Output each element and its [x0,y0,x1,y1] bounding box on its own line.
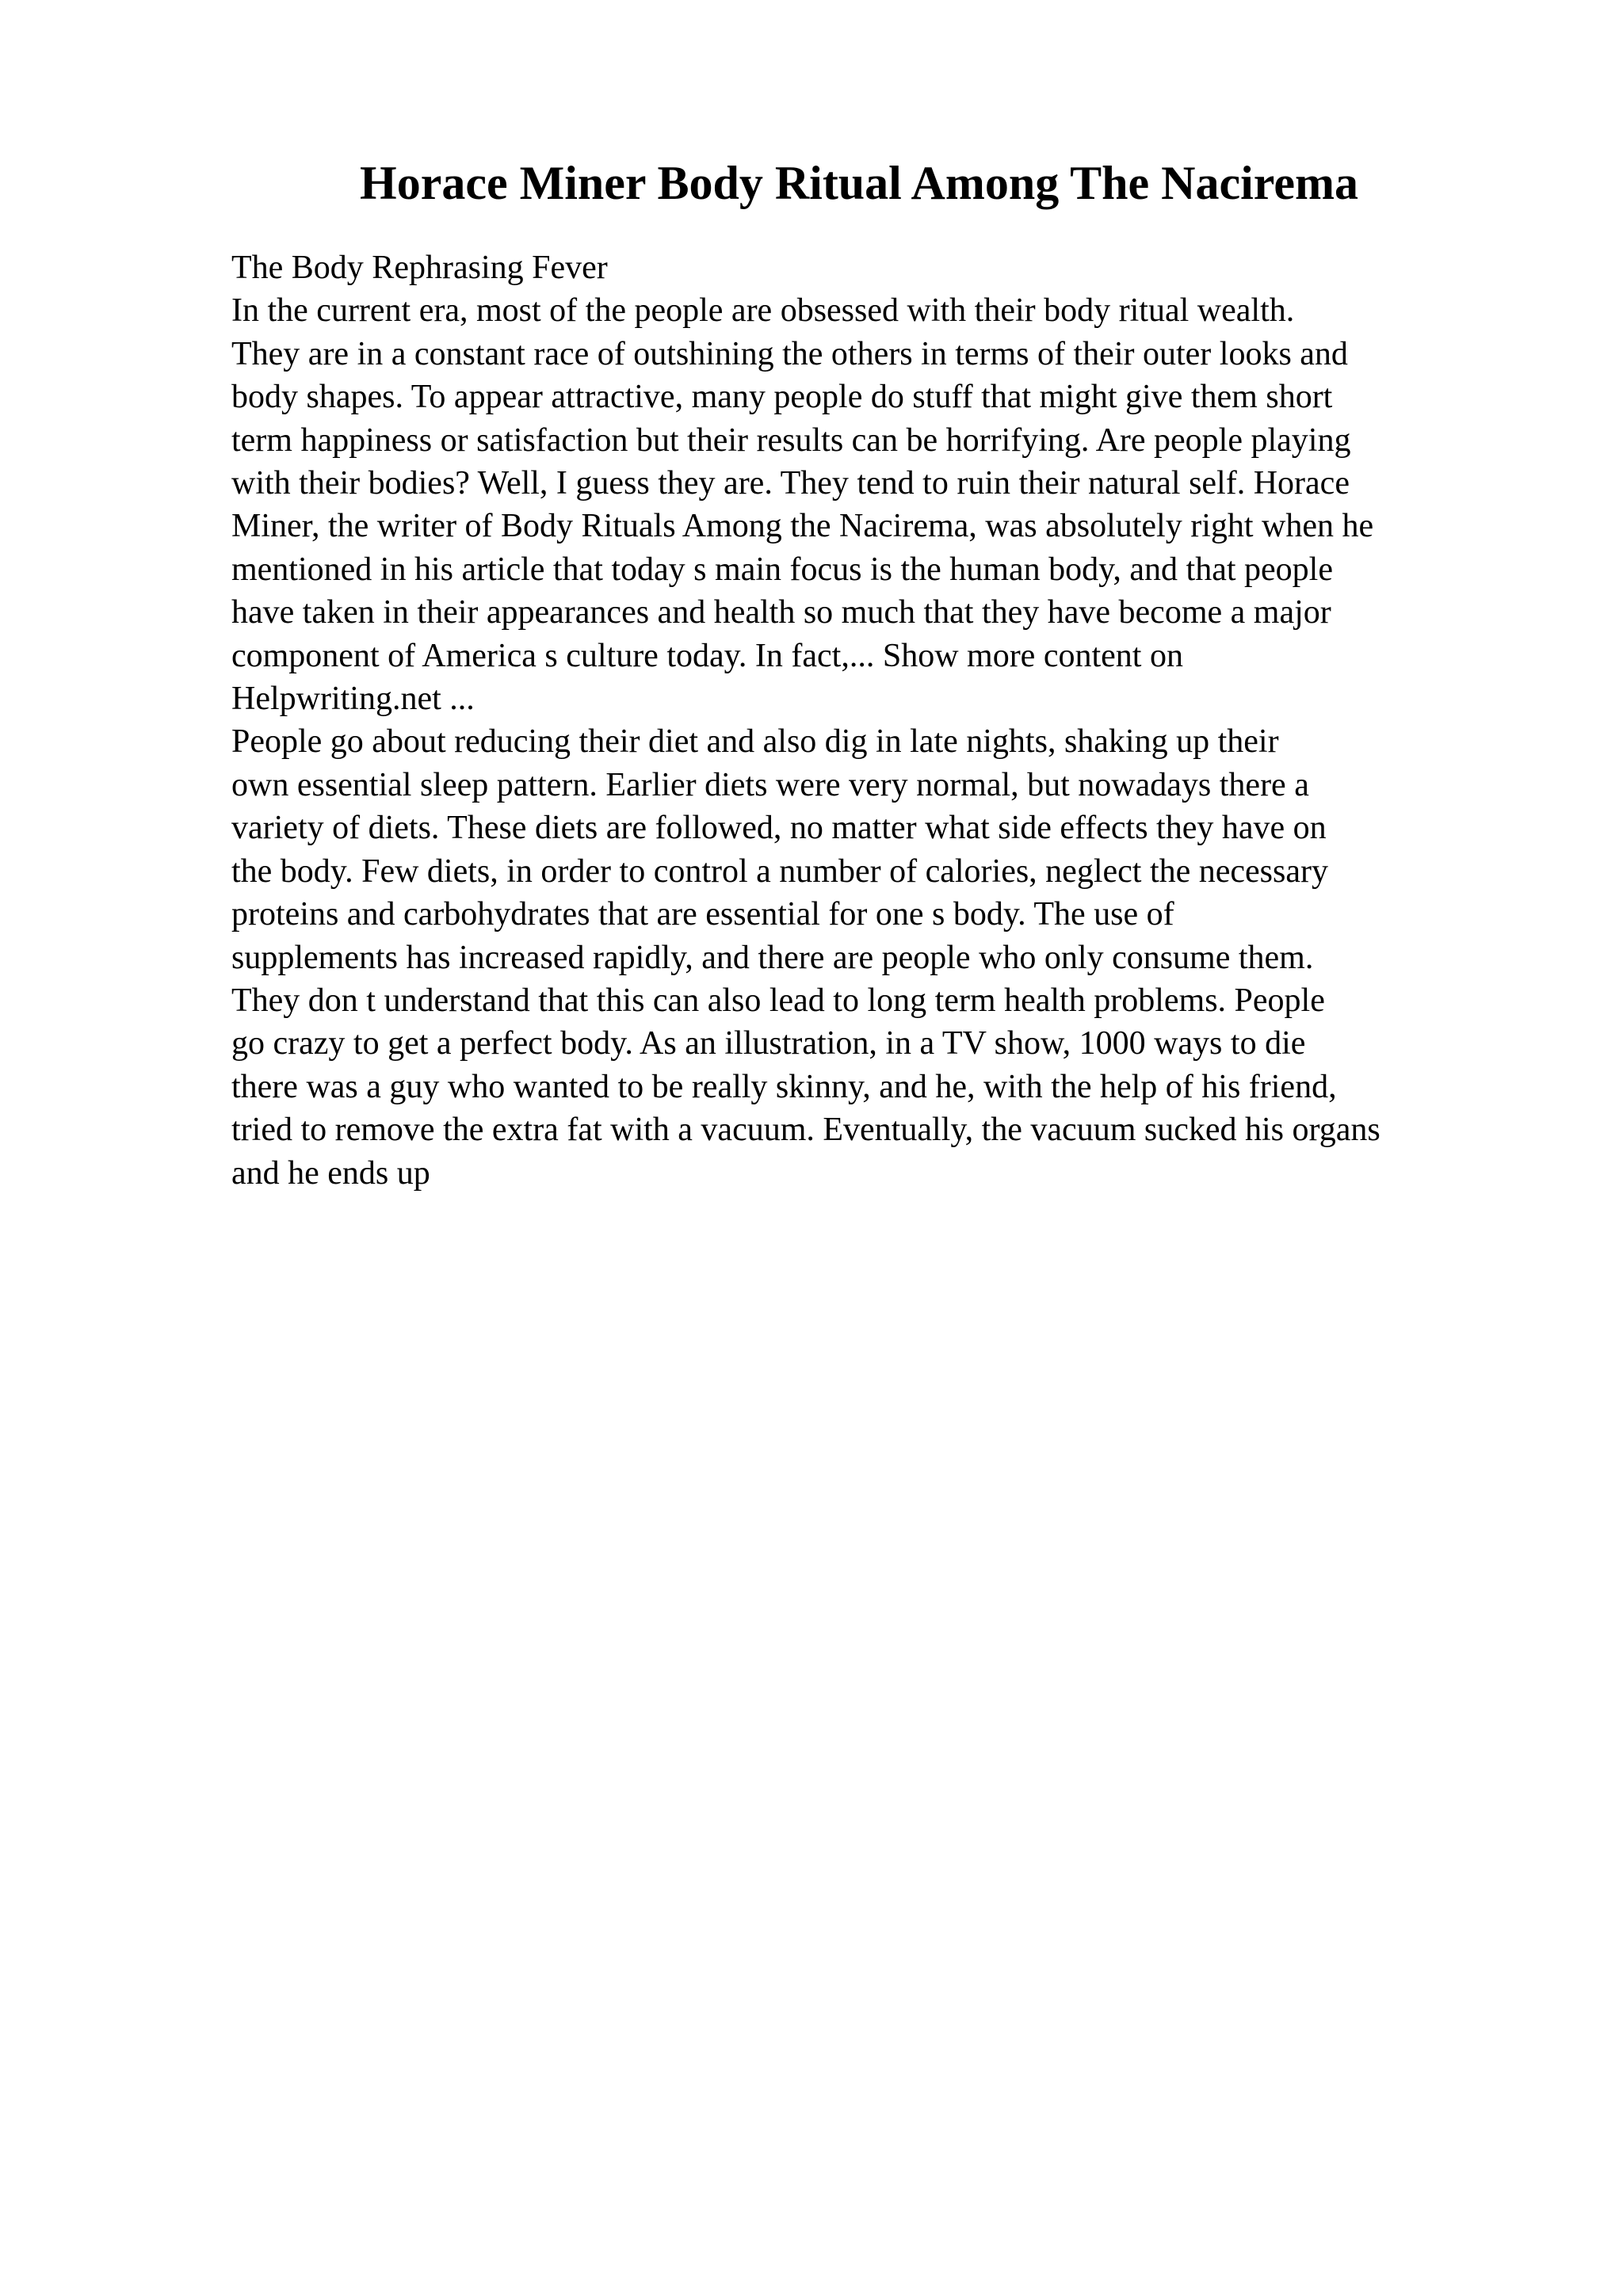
body-line: own essential sleep pattern. Earlier diets were very normal, but nowadays there a [231,766,1309,803]
body-line: component of America s culture today. In fact,... Show more content on [231,637,1183,674]
body-line: body shapes. To appear attractive, many people do stuff that might give them short [231,379,1333,416]
body-line: They are in a constant race of outshining the others in terms of their outer looks and [231,335,1348,372]
body-line: with their bodies? Well, I guess they are. They tend to ruin their natural self. Horace [231,465,1350,502]
body-line: tried to remove the extra fat with a vacuum. Eventually, the vacuum sucked his organs [231,1112,1381,1149]
body-line: proteins and carbohydrates that are essential for one s body. The use of [231,896,1174,933]
subheading: The Body Rephrasing Fever [231,250,608,286]
body-line: the body. Few diets, in order to control a number of calories, neglect the necessary [231,852,1328,890]
body-line: go crazy to get a perfect body. As an illustration, in a TV show, 1000 ways to die [231,1025,1306,1062]
body-line: there was a guy who wanted to be really skinny, and he, with the help of his friend, [231,1068,1337,1105]
body-line: and he ends up [231,1154,430,1192]
body-line: term happiness or satisfaction but their results can be horrifying. Are people playing [231,421,1351,459]
document-body [231,246,1547,1195]
body-line: supplements has increased rapidly, and there are people who only consume them. [231,939,1314,976]
body-line: They don t understand that this can also lead to long term health problems. People [231,982,1325,1019]
body-line: In the current era, most of the people are obsessed with their body ritual wealth. [231,292,1295,330]
page-title: Horace Miner Body Ritual Among The Nacirema [360,157,1358,209]
body-line: Miner, the writer of Body Rituals Among the Nacirema, was absolutely right when he [231,508,1374,545]
body-line: have taken in their appearances and health so much that they have become a major [231,594,1331,631]
body-line: mentioned in his article that today s main focus is the human body, and that people [231,551,1333,588]
body-line: variety of diets. These diets are followed, no matter what side effects they have on [231,810,1327,847]
body-line: People go about reducing their diet and also dig in late nights, shaking up their [231,723,1279,761]
source-line: Helpwriting.net ... [231,681,475,718]
